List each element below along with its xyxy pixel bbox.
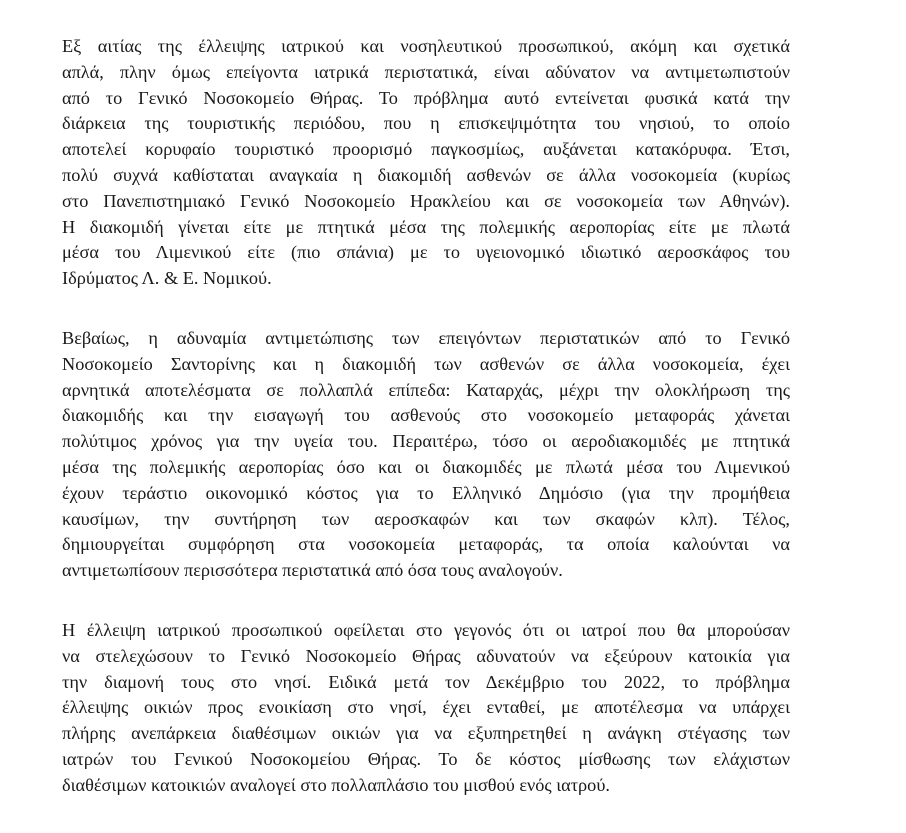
text-line: Ιδρύματος Λ. & Ε. Νομικού. [62,268,272,289]
paragraph-1 [62,34,790,292]
text-line: την διαμονή τους στο νησί. Ειδικά μετά τον Δεκέμβριο του 2022, το πρόβλημα [62,671,790,692]
text-line: Βεβαίως, η αδυναμία αντιμετώπισης των επειγόντων περιστατικών από το Γενικό [62,327,790,348]
text-line: πολύ συχνά καθίσταται αναγκαία η διακομιδή ασθενών σε άλλα νοσοκομεία (κυρίως [62,164,790,185]
text-line: πολύτιμος χρόνος για την υγεία του. Περαιτέρω, τόσο οι αεροδιακομιδές με πτητικά [62,431,790,452]
text-line: Νοσοκομείο Σαντορίνης και η διακομιδή των ασθενών σε άλλα νοσοκομεία, έχει [62,353,790,374]
text-line: ιατρών του Γενικού Νοσοκομείου Θήρας. Το δε κόστος μίσθωσης των ελάχιστων [62,748,790,769]
text-line: στο Πανεπιστημιακό Γενικό Νοσοκομείο Ηρακλείου και σε νοσοκομεία των Αθηνών). [62,190,790,211]
text-line: πλήρης ανεπάρκεια διαθέσιμων οικιών για να εξυπηρετηθεί η ανάγκη στέγασης των [62,723,790,744]
paragraph-3 [62,618,790,799]
text-line: διάρκεια της τουριστικής περιόδου, που η επισκεψιμότητα του νησιού, το οποίο [62,113,790,134]
text-line: διαθέσιμων κατοικιών αναλογεί στο πολλαπλάσιο του μισθού ενός ιατρού. [62,774,610,795]
text-line: να στελεχώσουν το Γενικό Νοσοκομείο Θήρας αδυνατούν να εξεύρουν κατοικία για [62,645,790,666]
paragraph-2 [62,326,790,584]
text-line: μέσα του Λιμενικού είτε (πιο σπάνια) με το υγειονομικό ιδιωτικό αεροσκάφος του [62,242,790,263]
text-line: αρνητικά αποτελέσματα σε πολλαπλά επίπεδα: Καταρχάς, μέχρι την ολοκλήρωση της [62,379,790,400]
text-line: έλλειψης οικιών προς ενοικίαση στο νησί, έχει ενταθεί, με αποτέλεσμα να υπάρχει [62,697,790,718]
text-line: έχουν τεράστιο οικονομικό κόστος για το Ελληνικό Δημόσιο (για την προμήθεια [62,482,790,503]
text-line: διακομιδής και την εισαγωγή του ασθενούς στο νοσοκομείο μεταφοράς χάνεται [62,405,790,426]
text-line: καυσίμων, την συντήρηση των αεροσκαφών και των σκαφών κλπ). Τέλος, [62,508,790,529]
text-line: αποτελεί κορυφαίο τουριστικό προορισμό παγκοσμίως, αυξάνεται κατακόρυφα. Έτσι, [62,139,790,160]
text-line: μέσα της πολεμικής αεροπορίας όσο και οι διακομιδές με πλωτά μέσα του Λιμενικού [62,456,790,477]
text-line: αντιμετωπίσουν περισσότερα περιστατικά από όσα τους αναλογούν. [62,560,563,581]
text-line: δημιουργείται συμφόρηση στα νοσοκομεία μεταφοράς, τα οποία καλούνται να [62,534,790,555]
text-line: Η έλλειψη ιατρικού προσωπικού οφείλεται στο γεγονός ότι οι ιατροί που θα μπορούσαν [62,619,790,640]
text-line: Η διακομιδή γίνεται είτε με πτητικά μέσα της πολεμικής αεροπορίας είτε με πλωτά [62,216,790,237]
text-line: από το Γενικό Νοσοκομείο Θήρας. Το πρόβλημα αυτό εντείνεται φυσικά κατά την [62,87,790,108]
document-page [62,34,790,833]
text-line: Εξ αιτίας της έλλειψης ιατρικού και νοσηλευτικού προσωπικού, ακόμη και σχετικά [62,36,790,56]
text-line: απλά, πλην όμως επείγοντα ιατρικά περιστατικά, είναι αδύνατον να αντιμετωπιστούν [62,61,790,82]
